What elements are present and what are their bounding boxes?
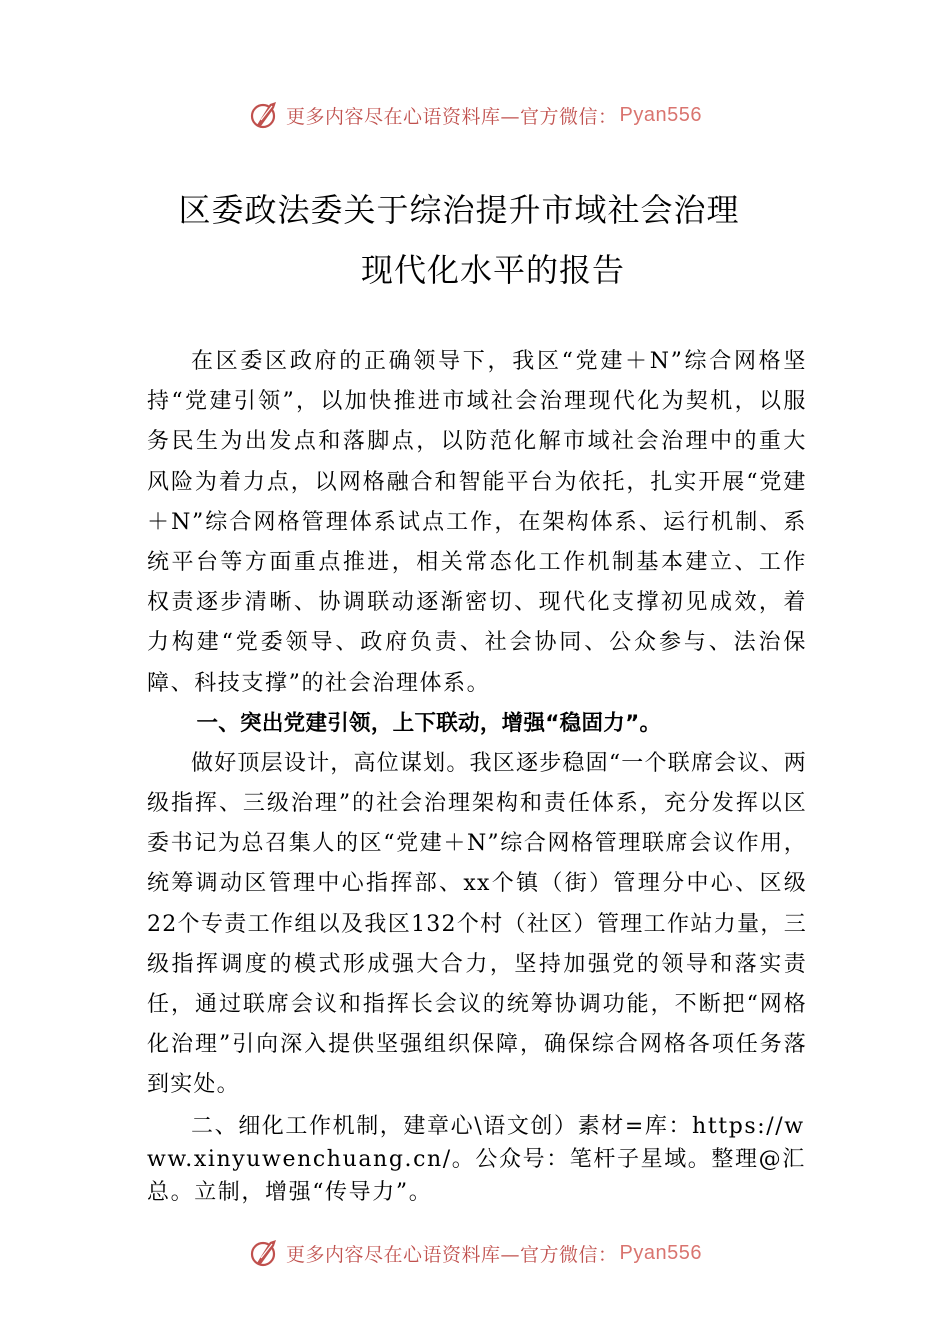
paragraph-section-1: 做好顶层设计，高位谋划。我区逐步稳固“一个联席会议、两级指挥、三级治理”的社会治理架构和责任体系，充分发挥以区委书记为总召集人的区“党建＋N”综合网格管理联席会议作用，统筹调动区管理中心指挥部、xx个镇（街）管理分中心、区级22个专责工作组以及我区132个村（社区）管理工作站力量，三级指挥调度的模式形成强大合力，坚持加强党的领导和落实责任，通过联席会议和指挥长会议的统筹协调功能，不断把“网格化治理”引向深入提供坚强组织保障，确保综合网格各项任务落到实处。: [147, 750, 807, 1098]
document-title-line2: 现代化水平的报告: [360, 251, 625, 289]
quill-logo-icon: [248, 98, 282, 132]
quill-logo-icon: [248, 1236, 282, 1270]
document-title-line1: 区委政法委关于综治提升市域社会治理: [178, 191, 740, 229]
watermark-text: 更多内容尽在心语资料库—官方微信：: [286, 105, 618, 128]
watermark-footer: [0, 1233, 950, 1273]
watermark-wechat-id: Pyan556: [619, 1241, 702, 1264]
section-heading-1: 一、突出党建引领，上下联动，增强“稳固力”。: [196, 710, 662, 736]
watermark-header: [0, 95, 950, 135]
section-heading-2: 二、细化工作机制，建章心\语文创）素材=库：https://www.xinyuwenchuang.cn/。公众号：笔杆子星域。整理@汇总。立制，增强“传导力”。: [147, 1113, 806, 1205]
watermark-wechat-id: Pyan556: [619, 103, 702, 126]
watermark-text: 更多内容尽在心语资料库—官方微信：: [286, 1243, 618, 1266]
document-body: [147, 342, 807, 1209]
paragraph-intro: 在区委区政府的正确领导下，我区“党建＋N”综合网格坚持“党建引领”，以加快推进市域社会治理现代化为契机，以服务民生为出发点和落脚点，以防范化解市域社会治理中的重大风险为着力点，以网格融合和智能平台为依托，扎实开展“党建＋N”综合网格管理体系试点工作，在架构体系、运行机制、系统平台等方面重点推进，相关常态化工作机制基本建立、工作权责逐步清晰、协调联动逐渐密切、现代化支撑初见成效，着力构建“党委领导、政府负责、社会协同、公众参与、法治保障、科技支撑”的社会治理体系。: [147, 349, 807, 696]
